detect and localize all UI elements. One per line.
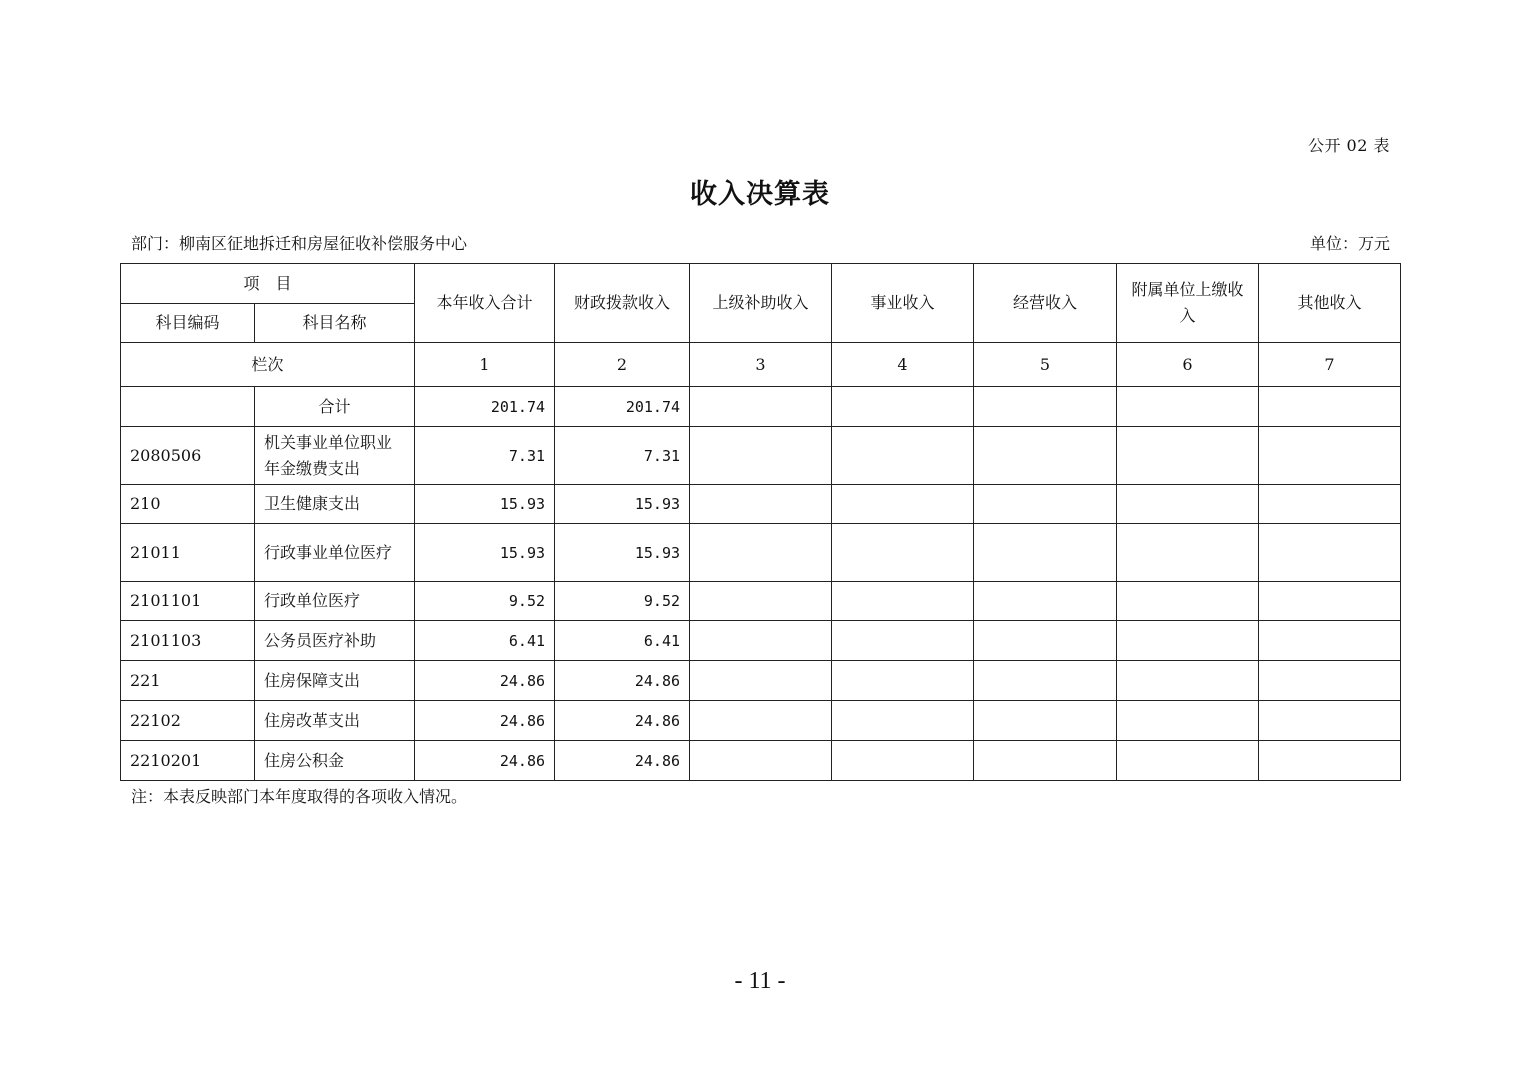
table-row — [121, 524, 1401, 582]
value-cell — [1117, 524, 1259, 582]
col-header-affiliated: 附属单位上缴收入 — [1117, 264, 1259, 343]
value-cell — [690, 485, 832, 524]
col-header-superior-subsidy: 上级补助收入 — [690, 264, 832, 343]
table-row — [121, 485, 1401, 524]
table-note: 注：本表反映部门本年度取得的各项收入情况。 — [131, 787, 468, 806]
value-cell — [1117, 387, 1259, 427]
subject-code-cell: 210 — [121, 485, 255, 524]
subject-name-cell: 机关事业单位职业年金缴费支出 — [255, 427, 415, 485]
value-cell — [690, 427, 832, 485]
subject-code-cell: 21011 — [121, 524, 255, 582]
value-cell — [1117, 621, 1259, 661]
value-cell — [974, 524, 1117, 582]
value-cell — [974, 427, 1117, 485]
column-index: 5 — [974, 343, 1117, 387]
value-cell — [1259, 427, 1401, 485]
value-cell — [1117, 661, 1259, 701]
value-cell — [690, 741, 832, 781]
subject-name-cell: 住房改革支出 — [255, 701, 415, 741]
value-cell — [1259, 524, 1401, 582]
value-cell: 24.86 — [555, 741, 690, 781]
value-cell — [1259, 582, 1401, 621]
value-cell — [974, 661, 1117, 701]
table-row — [121, 427, 1401, 485]
department-label: 部门：柳南区征地拆迁和房屋征收补偿服务中心 — [131, 234, 468, 253]
subject-name-cell: 行政事业单位医疗 — [255, 524, 415, 582]
value-cell: 15.93 — [415, 485, 555, 524]
col-header-operating: 经营收入 — [974, 264, 1117, 343]
form-number: 公开 02 表 — [1307, 136, 1390, 155]
value-cell — [690, 524, 832, 582]
value-cell: 6.41 — [555, 621, 690, 661]
value-cell — [1117, 582, 1259, 621]
value-cell — [1259, 621, 1401, 661]
subject-name-cell: 卫生健康支出 — [255, 485, 415, 524]
column-index: 2 — [555, 343, 690, 387]
table-row — [121, 701, 1401, 741]
value-cell — [1259, 387, 1401, 427]
subject-name-cell: 行政单位医疗 — [255, 582, 415, 621]
column-index: 6 — [1117, 343, 1259, 387]
col-header-total: 本年收入合计 — [415, 264, 555, 343]
column-index: 3 — [690, 343, 832, 387]
subject-code-cell: 2210201 — [121, 741, 255, 781]
value-cell: 6.41 — [415, 621, 555, 661]
value-cell: 15.93 — [415, 524, 555, 582]
value-cell — [832, 621, 974, 661]
value-cell — [832, 387, 974, 427]
value-cell — [974, 485, 1117, 524]
value-cell: 9.52 — [555, 582, 690, 621]
code-header: 科目编码 — [121, 304, 255, 343]
subject-name-cell: 住房公积金 — [255, 741, 415, 781]
value-cell: 24.86 — [415, 741, 555, 781]
value-cell — [1117, 701, 1259, 741]
value-cell — [974, 741, 1117, 781]
value-cell — [832, 741, 974, 781]
value-cell: 24.86 — [555, 701, 690, 741]
value-cell — [974, 621, 1117, 661]
value-cell — [832, 524, 974, 582]
name-header: 科目名称 — [255, 304, 415, 343]
value-cell: 24.86 — [555, 661, 690, 701]
value-cell — [690, 661, 832, 701]
column-index-row — [121, 343, 1401, 387]
value-cell: 15.93 — [555, 485, 690, 524]
subject-code-cell: 2080506 — [121, 427, 255, 485]
value-cell — [690, 582, 832, 621]
subject-code-cell: 2101103 — [121, 621, 255, 661]
value-cell — [832, 701, 974, 741]
subject-name-cell: 合计 — [255, 387, 415, 427]
value-cell — [832, 661, 974, 701]
value-cell — [690, 387, 832, 427]
subject-name-cell: 公务员医疗补助 — [255, 621, 415, 661]
page-number: - 11 - — [734, 968, 786, 994]
subject-code-cell: 2101101 — [121, 582, 255, 621]
value-cell: 7.31 — [555, 427, 690, 485]
value-cell — [832, 485, 974, 524]
value-cell — [974, 582, 1117, 621]
col-header-business: 事业收入 — [832, 264, 974, 343]
column-index: 4 — [832, 343, 974, 387]
value-cell: 24.86 — [415, 661, 555, 701]
value-cell — [690, 701, 832, 741]
value-cell — [974, 387, 1117, 427]
value-cell — [1259, 485, 1401, 524]
subject-name-cell: 住房保障支出 — [255, 661, 415, 701]
page-title: 收入决算表 — [690, 179, 830, 210]
header-row-1 — [121, 264, 1401, 304]
income-table — [120, 263, 1401, 781]
column-index-label: 栏次 — [121, 343, 415, 387]
value-cell: 24.86 — [415, 701, 555, 741]
value-cell: 9.52 — [415, 582, 555, 621]
value-cell: 201.74 — [415, 387, 555, 427]
unit-label: 单位：万元 — [1309, 234, 1390, 253]
value-cell — [1117, 741, 1259, 781]
table-row — [121, 387, 1401, 427]
col-header-other: 其他收入 — [1259, 264, 1401, 343]
value-cell — [832, 427, 974, 485]
value-cell — [832, 582, 974, 621]
column-index: 7 — [1259, 343, 1401, 387]
value-cell — [690, 621, 832, 661]
subject-code-cell: 22102 — [121, 701, 255, 741]
col-header-fiscal: 财政拨款收入 — [555, 264, 690, 343]
table-row — [121, 582, 1401, 621]
value-cell: 201.74 — [555, 387, 690, 427]
value-cell — [1259, 741, 1401, 781]
table-row — [121, 621, 1401, 661]
subject-code-cell: 221 — [121, 661, 255, 701]
value-cell: 7.31 — [415, 427, 555, 485]
value-cell: 15.93 — [555, 524, 690, 582]
value-cell — [1259, 661, 1401, 701]
value-cell — [1259, 701, 1401, 741]
table-row — [121, 741, 1401, 781]
subject-code-cell — [121, 387, 255, 427]
value-cell — [1117, 485, 1259, 524]
table-row — [121, 661, 1401, 701]
value-cell — [974, 701, 1117, 741]
column-index: 1 — [415, 343, 555, 387]
item-header: 项 目 — [121, 264, 415, 304]
value-cell — [1117, 427, 1259, 485]
